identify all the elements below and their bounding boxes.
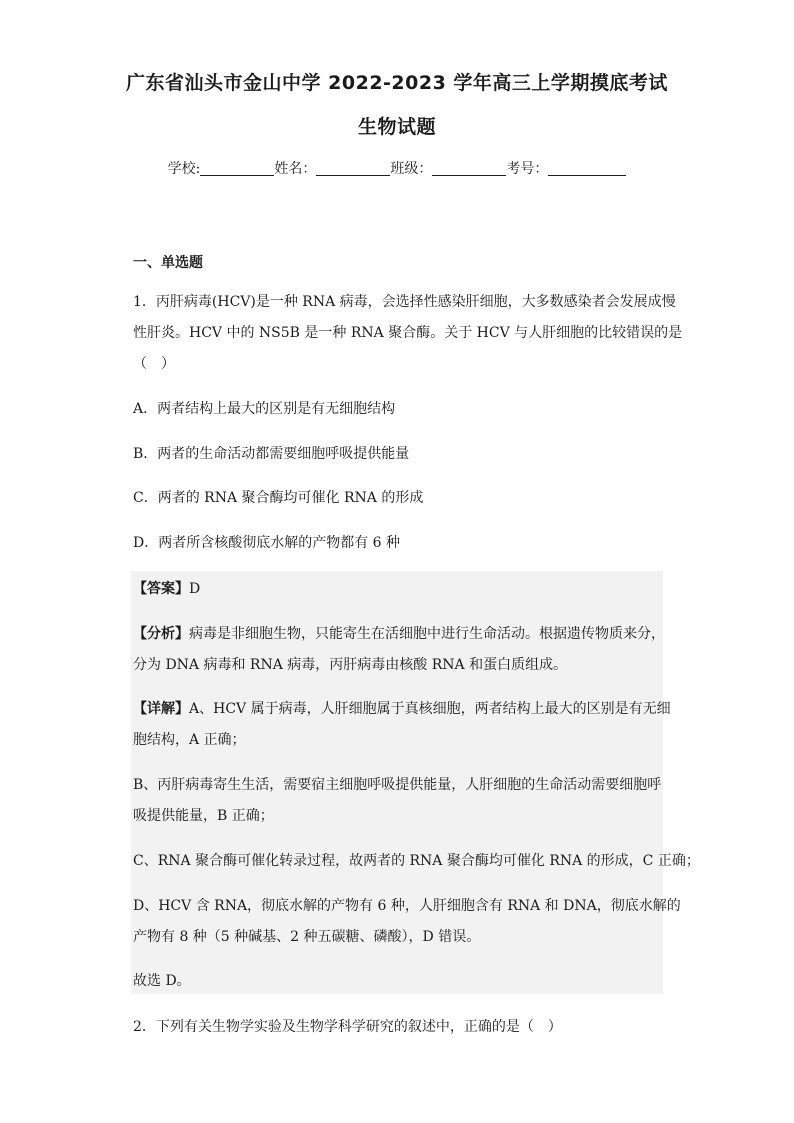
number-label: 考号：: [506, 161, 549, 177]
detail-d-line1: D、HCV 含 RNA，彻底水解的产物有 6 种，人肝细胞含有 RNA 和 DNA，彻底水解的: [133, 898, 681, 914]
detail-tag: 【详解】: [133, 701, 189, 717]
q1-stem-line1: 1．丙肝病毒(HCV)是一种 RNA 病毒，会选择性感染肝细胞，大多数感染者会发展成慢: [133, 294, 676, 310]
q1-option-d: D．两者所含核酸彻底水解的产物都有 6 种: [133, 535, 401, 551]
q2-stem-line1: 2．下列有关生物学实验及生物学科学研究的叙述中，正确的是（ ）: [133, 1019, 562, 1035]
school-label: 学校:: [167, 161, 201, 177]
detail-a-line2: 胞结构，A 正确；: [133, 732, 246, 748]
class-label: 班级：: [390, 161, 433, 177]
answer-value: D: [189, 581, 201, 597]
answer-tag: 【答案】: [133, 581, 189, 597]
exam-title: 广东省汕头市金山中学 2022-2023 学年高三上学期摸底考试: [126, 72, 668, 94]
name-field[interactable]: [316, 161, 390, 176]
number-field[interactable]: [548, 161, 626, 176]
detail-b-line2: 吸提供能量，B 正确；: [133, 808, 274, 824]
analysis-line1: [133, 623, 665, 643]
analysis-text1: 病毒是非细胞生物，只能寄生在活细胞中进行生命活动。根据遗传物质来分，: [189, 626, 665, 642]
detail-d-line2: 产物有 8 种（5 种碱基、2 种五碳糖、磷酸），D 错误。: [133, 929, 481, 945]
section-heading: 一、单选题: [133, 255, 203, 271]
answer-line: [133, 578, 200, 598]
detail-c-line1: C、RNA 聚合酶可催化转录过程，故两者的 RNA 聚合酶均可催化 RNA 的形成，C 正确；: [133, 853, 700, 869]
class-field[interactable]: [432, 161, 506, 176]
detail-a-text1: A、HCV 属于病毒，人肝细胞属于真核细胞，两者结构上最大的区别是有无细: [189, 701, 671, 717]
q1-stem-line2: 性肝炎。HCV 中的 NS5B 是一种 RNA 聚合酶。关于 HCV 与人肝细胞的比较错误的是: [133, 325, 683, 341]
analysis-tag: 【分析】: [133, 626, 189, 642]
analysis-line2: 分为 DNA 病毒和 RNA 病毒，丙肝病毒由核酸 RNA 和蛋白质组成。: [133, 657, 568, 673]
q1-option-b: B．两者的生命活动都需要细胞呼吸提供能量: [133, 446, 410, 462]
q1-option-c: C．两者的 RNA 聚合酶均可催化 RNA 的形成: [133, 490, 424, 506]
school-field[interactable]: [200, 161, 274, 176]
detail-a-line1: [133, 698, 671, 718]
q1-stem-line3: （ ）: [133, 356, 175, 372]
student-info-row: [0, 158, 794, 178]
exam-subtitle: 生物试题: [357, 116, 436, 138]
name-label: 姓名：: [274, 161, 317, 177]
conclusion-line: 故选 D。: [133, 973, 191, 989]
q1-option-a: A．两者结构上最大的区别是有无细胞结构: [133, 401, 396, 417]
detail-b-line1: B、丙肝病毒寄生生活，需要宿主细胞呼吸提供能量，人肝细胞的生命活动需要细胞呼: [133, 777, 662, 793]
